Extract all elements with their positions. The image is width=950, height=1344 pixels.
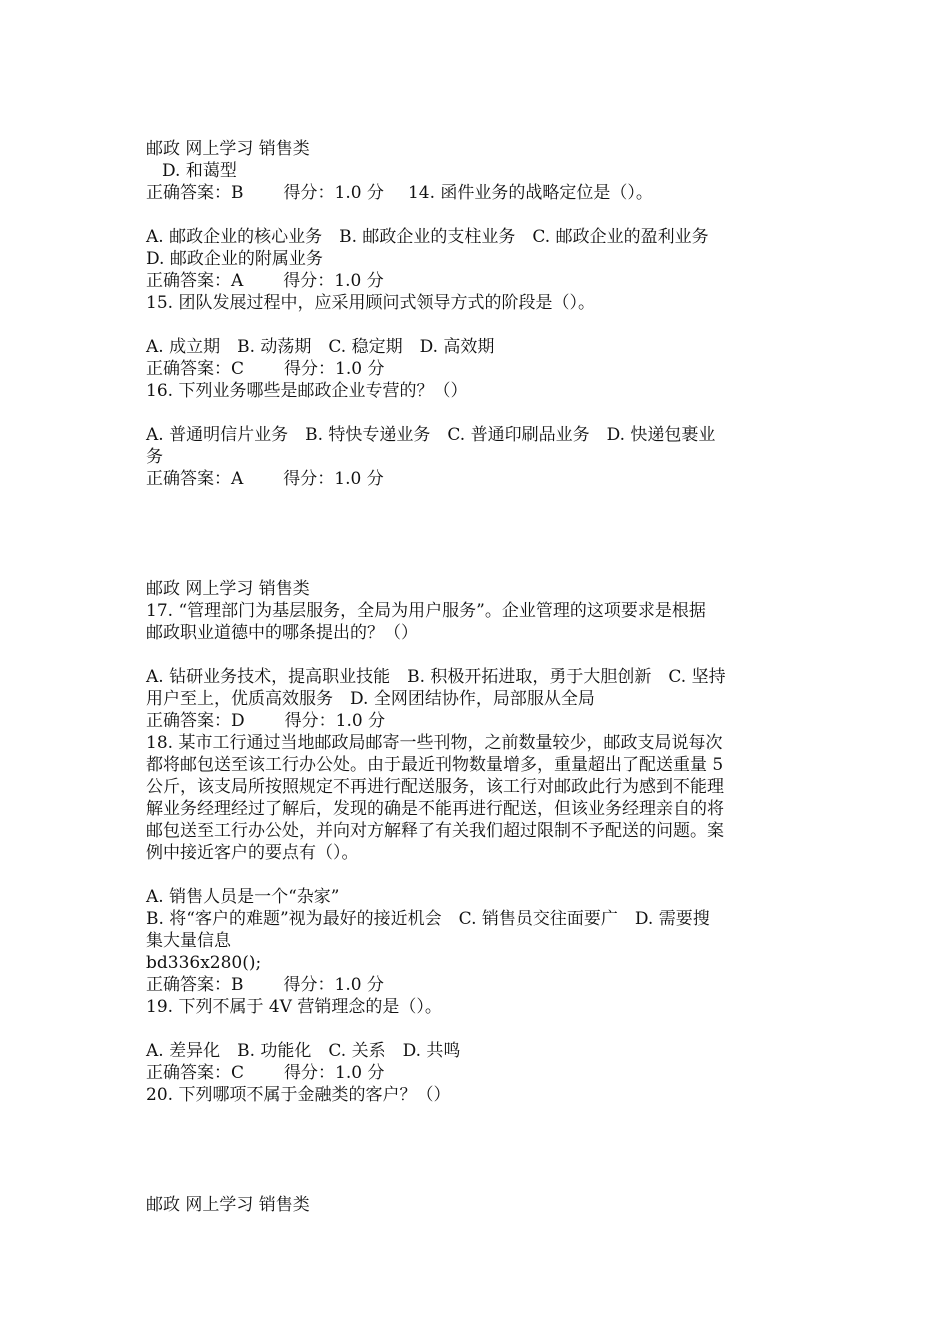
question-18-text-5: 邮包送至工行办公处，并向对方解释了有关我们超过限制不予配送的问题。案 — [146, 821, 724, 841]
answer-label: 正确答案：C — [146, 359, 245, 379]
page-header-3: 邮政 网上学习 销售类 — [146, 1195, 310, 1215]
answer-label: 正确答案：B — [146, 183, 244, 203]
page-break-gap — [146, 1106, 814, 1194]
question-16-options-2: 务 — [146, 447, 163, 467]
question-18-text-3: 公斤，该支局所按照规定不再进行配送服务，该工行对邮政此行为感到不能理 — [146, 777, 724, 797]
question-16-text: 16. 下列业务哪些是邮政企业专营的？（） — [146, 381, 468, 401]
document-page — [146, 138, 814, 1216]
question-18-answer-line — [146, 974, 814, 996]
question-16-options-1: A. 普通明信片业务 B. 特快专递业务 C. 普通印刷品业务 D. 快递包裹业 — [146, 425, 716, 445]
prev-answer-line — [146, 182, 814, 204]
question-18-text-1: 18. 某市工行通过当地邮政局邮寄一些刊物，之前数量较少，邮政支局说每次 — [146, 733, 723, 753]
question-15-text: 15. 团队发展过程中，应采用顾问式领导方式的阶段是（）。 — [146, 293, 595, 313]
score-label: 得分：1.0 分 — [283, 271, 384, 291]
answer-label: 正确答案：D — [146, 711, 245, 731]
answer-label: 正确答案：A — [146, 271, 244, 291]
page-break-gap — [146, 490, 814, 578]
answer-label: 正确答案：B — [146, 975, 244, 995]
spacer — [146, 864, 814, 886]
question-15-answer-line — [146, 358, 814, 380]
score-label: 得分：1.0 分 — [283, 183, 384, 203]
question-14-answer-line — [146, 270, 814, 292]
question-15-options: A. 成立期 B. 动荡期 C. 稳定期 D. 高效期 — [146, 337, 495, 357]
stray-script-text: bd336x280(); — [146, 953, 262, 973]
question-19-options: A. 差异化 B. 功能化 C. 关系 D. 共鸣 — [146, 1041, 461, 1061]
question-17-answer-line — [146, 710, 814, 732]
prev-option-d: D. 和蔼型 — [162, 161, 237, 181]
score-label: 得分：1.0 分 — [283, 975, 384, 995]
question-17-options-2: 用户至上，优质高效服务 D. 全网团结协作，局部服从全局 — [146, 689, 595, 709]
page-header: 邮政 网上学习 销售类 — [146, 139, 310, 159]
spacer — [146, 644, 814, 666]
question-18-text-2: 都将邮包送至该工行办公处。由于最近刊物数量增多，重量超出了配送重量 5 — [146, 755, 724, 775]
score-label: 得分：1.0 分 — [284, 711, 386, 731]
question-20-text: 20. 下列哪项不属于金融类的客户？（） — [146, 1085, 451, 1105]
spacer — [146, 1018, 814, 1040]
question-14-options-2: D. 邮政企业的附属业务 — [146, 249, 323, 269]
question-18-options-1: A. 销售人员是一个“杂家” — [146, 887, 340, 907]
question-17-text-2: 邮政职业道德中的哪条提出的？（） — [146, 623, 418, 643]
question-17-options-1: A. 钻研业务技术，提高职业技能 B. 积极开拓进取，勇于大胆创新 C. 坚持 — [146, 667, 726, 687]
answer-label: 正确答案：C — [146, 1063, 245, 1083]
question-17-text-1: 17. “管理部门为基层服务，全局为用户服务”。企业管理的这项要求是根据 — [146, 601, 706, 621]
question-18-options-2: B. 将“客户的难题”视为最好的接近机会 C. 销售员交往面要广 D. 需要搜 — [146, 909, 710, 929]
spacer — [146, 314, 814, 336]
question-14-options-1: A. 邮政企业的核心业务 B. 邮政企业的支柱业务 C. 邮政企业的盈利业务 — [146, 227, 709, 247]
question-14-text: 14. 函件业务的战略定位是（）。 — [407, 183, 653, 203]
question-19-answer-line — [146, 1062, 814, 1084]
score-label: 得分：1.0 分 — [284, 1063, 385, 1083]
spacer — [146, 402, 814, 424]
spacer — [146, 204, 814, 226]
answer-label: 正确答案：A — [146, 469, 244, 489]
question-18-text-4: 解业务经理经过了解后，发现的确是不能再进行配送，但该业务经理亲自的将 — [146, 799, 724, 819]
question-19-text: 19. 下列不属于 4V 营销理念的是（）。 — [146, 997, 442, 1017]
score-label: 得分：1.0 分 — [284, 359, 385, 379]
question-18-options-3: 集大量信息 — [146, 931, 231, 951]
question-18-text-6: 例中接近客户的要点有（）。 — [146, 843, 359, 863]
score-label: 得分：1.0 分 — [283, 469, 384, 489]
question-16-answer-line — [146, 468, 814, 490]
page-header-2: 邮政 网上学习 销售类 — [146, 579, 310, 599]
